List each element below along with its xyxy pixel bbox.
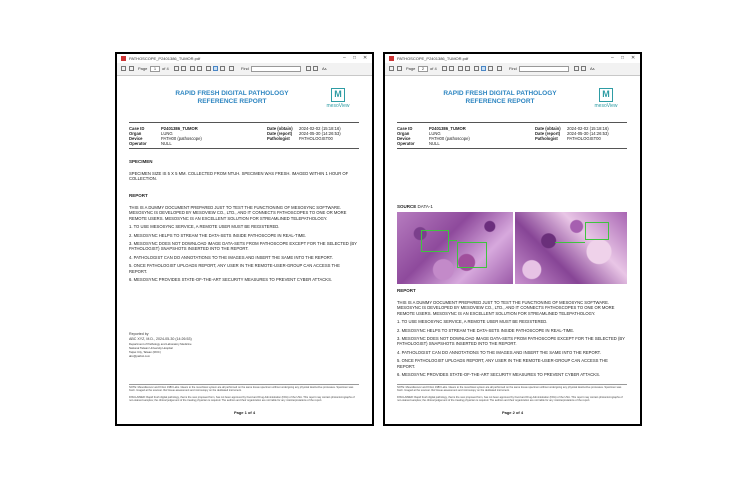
find-next-icon[interactable] (313, 66, 318, 71)
signature-city: Taipei City, Taiwan (ROC) (129, 350, 161, 354)
report-paragraph: THIS IS A DUMMY DOCUMENT PREPARED JUST TO TEST THE FUNCTIONING OF MESOSYNC SOFTWARE. MESOSYNC IS DEVELOPED BY MESOVIEW CO., LTD., AND IT CONNECTS PATHOSCOPES TO ONE OR MORE REMOTE USERS. MESOSYNC IS AN EXCELLENT SOLUTION FOR STREAMLINED TELEPATHOLOGY. (129, 205, 347, 221)
report-paragraph: 6. MESOSYNC PROVIDES STATE-OF-THE-ART SECURITY MEASURES TO PREVENT CYBER ATTACKS. (129, 277, 333, 283)
report-title-line2: REFERENCE REPORT (465, 98, 535, 105)
organ-label: Organ (129, 131, 142, 136)
footer-divider (397, 384, 627, 385)
logo-text: mesoView (326, 103, 350, 109)
source-line (397, 204, 433, 209)
operator-value: NULL (429, 141, 440, 146)
zoom-out-icon[interactable] (190, 66, 195, 71)
divider (397, 148, 627, 149)
pathologist-value: PATHOLOGIST00 (567, 136, 601, 141)
pdf-file-icon (121, 56, 126, 61)
date-obtain-label: Date (obtain) (535, 126, 561, 131)
date-report-value: 2024-05-30 (14:26:53) (299, 131, 341, 136)
report-paragraph: 5. ONCE PATHOLOGIST UPLOADS REPORT, ANY USER IN THE REMOTE-USER-GROUP CAN ACCESS THE REPORT. (129, 263, 340, 274)
specimen-text: SPECIMEN SIZE IS 5 X 5 MM. COLLECTED FROM NTUH. SPECIMEN WAS FRESH. IMAGED WITHIN 1 HOUR OF COLLECTION. (129, 171, 349, 182)
divider (397, 122, 627, 123)
report-paragraph: 4. PATHOLOGIST CAN DO ANNOTATIONS TO THE IMAGES AND INSERT THE SAME INTO THE REPORT. (129, 254, 333, 260)
report-paragraph: 5. ONCE PATHOLOGIST UPLOADS REPORT, ANY USER IN THE REMOTE-USER-GROUP CAN ACCESS THE REPORT. (397, 358, 608, 369)
report-body (129, 205, 357, 285)
footer-note: NOTE: Mesodiscover and Kriton 1980 Labs. Gleam to the mesoView system are all performed on the same tissue specimen without undergoing any physical destructive processes. Specimen was fresh. Imaged at the scanner. Ref tissue assessment and microscopy on the dedicated instrument. (397, 386, 622, 393)
logo-mark-icon: M (599, 88, 613, 102)
toolbar (117, 63, 372, 76)
print-icon[interactable] (129, 66, 134, 71)
zoom-out-icon[interactable] (458, 66, 463, 71)
case-id-value: P2401386_TUMOR (429, 126, 466, 131)
annotation-box (585, 222, 609, 240)
organ-value: LUNG (429, 131, 441, 136)
footer-disclaimer: DISCLAIMER: Rapid fresh digital pathology, that is the new proposed form, has not been approved by Food and Drug Administration (FDA) of the USA. This report may contain photomicrographs of non-stained samples; the clinical judgement of the treating physician is required. The authors and their organization are not liable for any misinterpretations of the report. (129, 396, 355, 403)
window-title: PATHOSCOPE_P2401386_TUMOR.pdf (397, 56, 469, 61)
date-obtain-label: Date (obtain) (267, 126, 293, 131)
pdf-page (117, 76, 372, 424)
pathologist-value: PATHOLOGIST00 (299, 136, 333, 141)
source-value: DATA-1 (417, 204, 433, 209)
case-id-value: P2401386_TUMOR (161, 126, 198, 131)
date-report-value: 2024-05-30 (14:26:53) (567, 131, 609, 136)
annotation-line (555, 242, 585, 243)
report-paragraph: 1. TO USE MESOSYNC SERVICE, A REMOTE USER MUST BE REGISTERED. (397, 319, 548, 325)
report-title-line2: REFERENCE REPORT (197, 98, 267, 105)
device-label: Device (129, 136, 143, 141)
device-value: PATH00 (pathoscope) (161, 136, 202, 141)
zoom-in-icon[interactable] (197, 66, 202, 71)
report-paragraph: 6. MESOSYNC PROVIDES STATE-OF-THE-ART SECURITY MEASURES TO PREVENT CYBER ATTACKS. (397, 372, 601, 378)
select-tool-icon[interactable] (229, 66, 234, 71)
report-title-line1: RAPID FRESH DIGITAL PATHOLOGY (175, 90, 289, 97)
prev-page-icon[interactable] (442, 66, 447, 71)
rotate-icon[interactable] (220, 66, 225, 71)
page-number: Page 1 of 4 (233, 410, 256, 415)
minimize-icon[interactable]: – (343, 55, 346, 61)
pdf-window-left (115, 52, 374, 426)
fit-width-icon[interactable] (206, 66, 211, 71)
open-file-icon[interactable] (121, 66, 126, 71)
report-body (397, 300, 625, 380)
close-icon[interactable]: ✕ (363, 55, 368, 61)
report-title-line1: RAPID FRESH DIGITAL PATHOLOGY (443, 90, 557, 97)
report-paragraph: 2. MESOSYNC HELPS TO STREAM THE DATA-SETS INSIDE PATHOSCOPE IN REAL-TIME. (129, 232, 307, 238)
window-title: PATHOSCOPE_P2401386_TUMOR.pdf (129, 56, 201, 61)
pathologist-label: Pathologist (535, 136, 558, 141)
histology-image-left (397, 212, 513, 284)
report-paragraph: 1. TO USE MESOSYNC SERVICE, A REMOTE USER MUST BE REGISTERED. (129, 224, 280, 230)
fit-page-icon[interactable] (481, 66, 486, 71)
source-label: SOURCE (397, 204, 417, 209)
pdf-window-right (383, 52, 642, 426)
page-number: Page 2 of 4 (501, 410, 524, 415)
annotation-line (449, 240, 457, 241)
pdf-file-icon (389, 56, 394, 61)
date-report-label: Date (report) (535, 131, 561, 136)
next-page-icon[interactable] (449, 66, 454, 71)
next-page-icon[interactable] (181, 66, 186, 71)
case-id-label: Case ID (397, 126, 413, 131)
annotation-box (421, 230, 449, 252)
operator-label: Operator (129, 141, 147, 146)
rotate-icon[interactable] (488, 66, 493, 71)
divider (129, 148, 359, 149)
print-icon[interactable] (397, 66, 402, 71)
signature-hospital: National Taiwan University Hospital (129, 346, 173, 350)
signature-email: abc@pathol.com (129, 354, 151, 358)
operator-label: Operator (397, 141, 415, 146)
font-size-label[interactable]: Aᴀ (590, 66, 595, 71)
device-value: PATH00 (pathoscope) (429, 136, 470, 141)
open-file-icon[interactable] (389, 66, 394, 71)
page-label: Page (138, 66, 148, 71)
maximize-icon[interactable]: □ (353, 55, 357, 61)
page-number-input[interactable]: 1 (150, 66, 160, 72)
find-label: Find (241, 66, 249, 71)
logo-text: mesoView (594, 103, 618, 109)
divider (129, 122, 359, 123)
mesoview-logo (591, 88, 621, 114)
device-label: Device (397, 136, 411, 141)
title-bar (385, 54, 640, 63)
case-id-label: Case ID (129, 126, 145, 131)
fit-width-icon[interactable] (474, 66, 479, 71)
report-paragraph: 3. MESOSYNC DOES NOT DOWNLOAD IMAGE DATA-SETS FROM PATHOSCOPE EXCEPT FOR THE SELECTED (BY PATHOLOGIST) SNAPSHOTS INSERTED INTO THE REPORT. (129, 241, 357, 252)
report-paragraph: 4. PATHOLOGIST CAN DO ANNOTATIONS TO THE IMAGES AND INSERT THE SAME INTO THE REPORT. (397, 349, 601, 355)
report-paragraph: 2. MESOSYNC HELPS TO STREAM THE DATA-SETS INSIDE PATHOSCOPE IN REAL-TIME. (397, 327, 575, 333)
reported-by-value: ABC XYZ, M.D., 2024-05-30 (14:26:53) (129, 337, 192, 341)
date-report-label: Date (report) (267, 131, 293, 136)
date-obtain-value: 2024-02-02 (15:18:16) (299, 126, 341, 131)
footer-disclaimer: DISCLAIMER: Rapid fresh digital pathology, that is the new proposed form, has not been approved by Food and Drug Administration (FDA) of the USA. This report may contain photomicrographs of non-stained samples; the clinical judgement of the treating physician is required. The authors and their organization are not liable for any misinterpretations of the report. (397, 396, 623, 403)
signature-department: Department of Pathology and Laboratory Medicine (129, 342, 192, 346)
title-bar (117, 54, 372, 63)
organ-value: LUNG (161, 131, 173, 136)
pdf-page (385, 76, 640, 424)
find-prev-icon[interactable] (574, 66, 579, 71)
operator-value: NULL (161, 141, 172, 146)
annotation-box (457, 242, 487, 268)
find-label: Find (509, 66, 517, 71)
date-obtain-value: 2024-02-02 (15:18:16) (567, 126, 609, 131)
select-tool-icon[interactable] (497, 66, 502, 71)
find-prev-icon[interactable] (306, 66, 311, 71)
pdf-viewer (385, 54, 640, 424)
footer-note: NOTE: Mesodiscover and Kriton 1980 Labs. Gleam to the mesoView system are all performed on the same tissue specimen without undergoing any physical destructive processes. Specimen was fresh. Imaged at the scanner. Ref tissue assessment and microscopy on the dedicated instrument. (129, 386, 354, 393)
page-total: of 4 (162, 66, 169, 71)
find-input[interactable] (519, 66, 569, 72)
report-paragraph: THIS IS A DUMMY DOCUMENT PREPARED JUST TO TEST THE FUNCTIONING OF MESOSYNC SOFTWARE. MESOSYNC IS DEVELOPED BY MESOVIEW CO., LTD., AND IT CONNECTS PATHOSCOPES TO ONE OR MORE REMOTE USERS. MESOSYNC IS AN EXCELLENT SOLUTION FOR STREAMLINED TELEPATHOLOGY. (397, 300, 615, 316)
footer-divider (129, 384, 359, 385)
report-heading: REPORT (129, 193, 148, 198)
font-size-label[interactable]: Aᴀ (322, 66, 327, 71)
find-next-icon[interactable] (581, 66, 586, 71)
pdf-viewer (117, 54, 372, 424)
organ-label: Organ (397, 131, 410, 136)
close-icon[interactable]: ✕ (631, 55, 636, 61)
maximize-icon[interactable]: □ (621, 55, 625, 61)
prev-page-icon[interactable] (174, 66, 179, 71)
specimen-heading: SPECIMEN (129, 159, 153, 164)
logo-mark-icon: M (331, 88, 345, 102)
fit-page-icon[interactable] (213, 66, 218, 71)
minimize-icon[interactable]: – (611, 55, 614, 61)
zoom-in-icon[interactable] (465, 66, 470, 71)
report-heading: REPORT (397, 288, 416, 293)
reported-by-label: Reported by (129, 332, 149, 336)
report-paragraph: 3. MESOSYNC DOES NOT DOWNLOAD IMAGE DATA-SETS FROM PATHOSCOPE EXCEPT FOR THE SELECTED (BY PATHOLOGIST) SNAPSHOTS INSERTED INTO THE REPORT. (397, 336, 625, 347)
find-input[interactable] (251, 66, 301, 72)
page-label: Page (406, 66, 416, 71)
pathologist-label: Pathologist (267, 136, 290, 141)
page-total: of 4 (430, 66, 437, 71)
toolbar (385, 63, 640, 76)
mesoview-logo (323, 88, 353, 114)
page-number-input[interactable]: 2 (418, 66, 428, 72)
histology-image-right (515, 212, 627, 284)
